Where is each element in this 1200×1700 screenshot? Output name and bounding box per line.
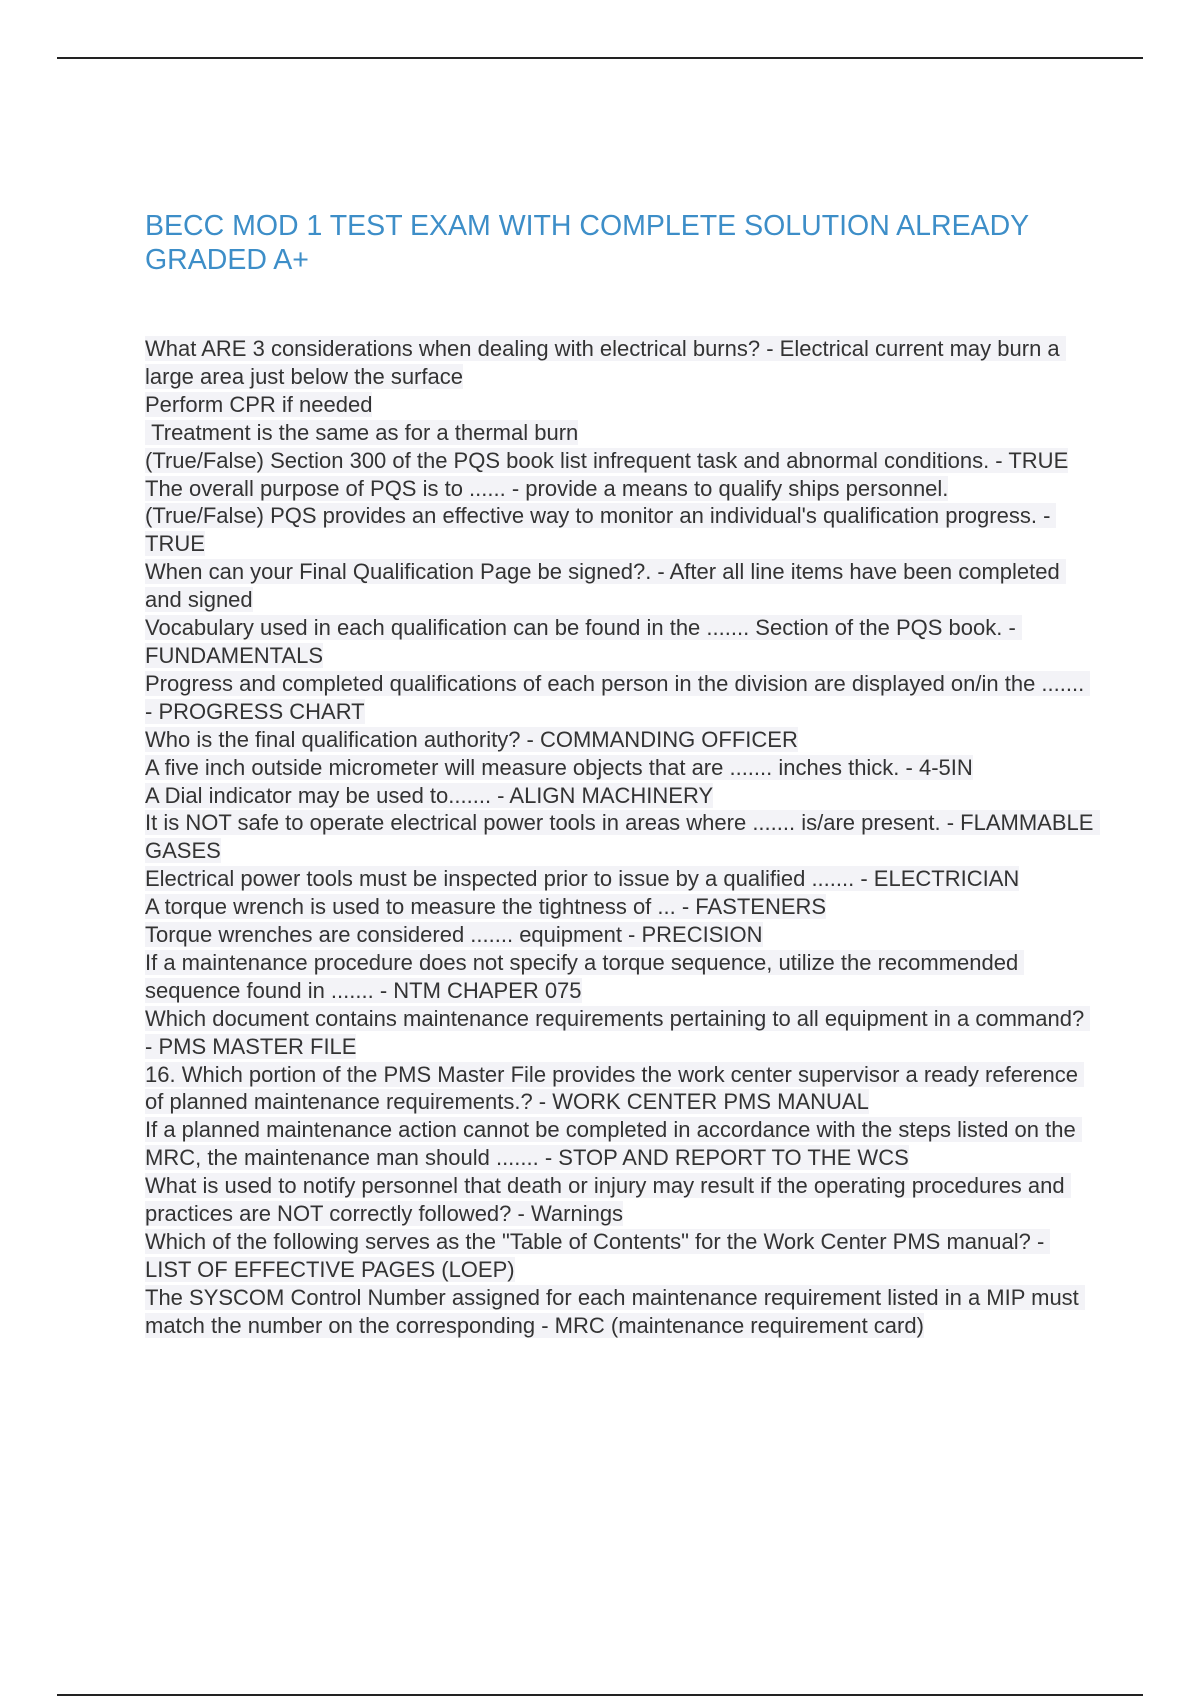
document-body bbox=[145, 335, 1100, 1340]
qa-text: What is used to notify personnel that death or injury may result if the operating procedures and practices are NOT correctly followed? - Warnings bbox=[145, 1173, 1071, 1227]
header-rule bbox=[57, 57, 1143, 59]
qa-text: A five inch outside micrometer will measure objects that are ....... inches thick. - 4-5IN bbox=[145, 754, 973, 780]
qa-text: Which document contains maintenance requirements pertaining to all equipment in a command? - PMS MASTER FILE bbox=[145, 1005, 1091, 1059]
qa-text: The SYSCOM Control Number assigned for each maintenance requirement listed in a MIP must match the number on the corresponding - MRC (maintenance requirement card) bbox=[145, 1284, 1085, 1338]
qa-line-2 bbox=[145, 391, 1095, 419]
qa-line-20 bbox=[145, 1116, 1095, 1172]
qa-text: Progress and completed qualifications of each person in the division are displayed on/in the ....... - PROGRESS CHART bbox=[145, 670, 1091, 724]
document-title: BECC MOD 1 TEST EXAM WITH COMPLETE SOLUTION ALREADY GRADED A+ bbox=[145, 210, 1029, 276]
qa-line-16 bbox=[145, 921, 1095, 949]
qa-line-10 bbox=[145, 726, 1095, 754]
qa-line-14 bbox=[145, 865, 1095, 893]
qa-line-13 bbox=[145, 809, 1100, 865]
qa-text: Torque wrenches are considered ....... equipment - PRECISION bbox=[145, 922, 763, 948]
qa-line-7 bbox=[145, 558, 1095, 614]
qa-text: The overall purpose of PQS is to ...... - provide a means to qualify ships personnel. bbox=[145, 475, 949, 501]
qa-line-22 bbox=[145, 1228, 1095, 1284]
qa-line-17 bbox=[145, 949, 1095, 1005]
qa-line-23 bbox=[145, 1284, 1095, 1340]
qa-text: Vocabulary used in each qualification can be found in the ....... Section of the PQS book. - FUNDAMENTALS bbox=[145, 615, 1022, 668]
qa-line-11 bbox=[145, 754, 1095, 782]
qa-text: Who is the final qualification authority? - COMMANDING OFFICER bbox=[145, 726, 798, 752]
qa-line-18 bbox=[145, 1005, 1095, 1061]
qa-line-12 bbox=[145, 782, 1095, 810]
qa-line-19 bbox=[145, 1061, 1095, 1117]
qa-text: 16. Which portion of the PMS Master File provides the work center supervisor a ready reference of planned maintenance requirements.? - WORK CENTER PMS MANUAL bbox=[145, 1061, 1085, 1115]
qa-line-3 bbox=[145, 419, 1095, 447]
qa-line-9 bbox=[145, 670, 1095, 726]
qa-text: It is NOT safe to operate electrical power tools in areas where ....... is/are present. - FLAMMABLE GASES bbox=[145, 810, 1100, 864]
qa-text: (True/False) PQS provides an effective way to monitor an individual's qualification progress. - TRUE bbox=[145, 503, 1057, 557]
qa-text: If a planned maintenance action cannot be completed in accordance with the steps listed on the MRC, the maintenance man should ....... - STOP AND REPORT TO THE WCS bbox=[145, 1117, 1082, 1171]
qa-text: If a maintenance procedure does not specify a torque sequence, utilize the recommended sequence found in ....... - NTM CHAPER 075 bbox=[145, 949, 1025, 1003]
qa-text: (True/False) Section 300 of the PQS book list infrequent task and abnormal conditions. - TRUE bbox=[145, 447, 1069, 473]
footer-rule bbox=[57, 1694, 1143, 1696]
qa-text: When can your Final Qualification Page be signed?. - After all line items have been completed and signed bbox=[145, 559, 1066, 613]
qa-line-5 bbox=[145, 475, 1095, 503]
qa-text: Perform CPR if needed bbox=[145, 391, 373, 417]
qa-line-21 bbox=[145, 1172, 1095, 1228]
qa-line-1 bbox=[145, 335, 1095, 391]
qa-text: A torque wrench is used to measure the tightness of ... - FASTENERS bbox=[145, 894, 827, 920]
qa-text: What ARE 3 considerations when dealing with electrical burns? - Electrical current may burn a large area just below the surface bbox=[145, 336, 1066, 389]
qa-text: Treatment is the same as for a thermal burn bbox=[145, 419, 579, 445]
qa-line-4 bbox=[145, 447, 1095, 475]
qa-text: Electrical power tools must be inspected prior to issue by a qualified ....... - ELECTRICIAN bbox=[145, 866, 1020, 892]
qa-text: A Dial indicator may be used to....... - ALIGN MACHINERY bbox=[145, 782, 714, 808]
qa-line-15 bbox=[145, 893, 1095, 921]
qa-line-8 bbox=[145, 614, 1095, 670]
qa-line-6 bbox=[145, 502, 1095, 558]
qa-text: Which of the following serves as the "Table of Contents" for the Work Center PMS manual? - LIST OF EFFECTIVE PAGES (LOEP) bbox=[145, 1229, 1051, 1282]
